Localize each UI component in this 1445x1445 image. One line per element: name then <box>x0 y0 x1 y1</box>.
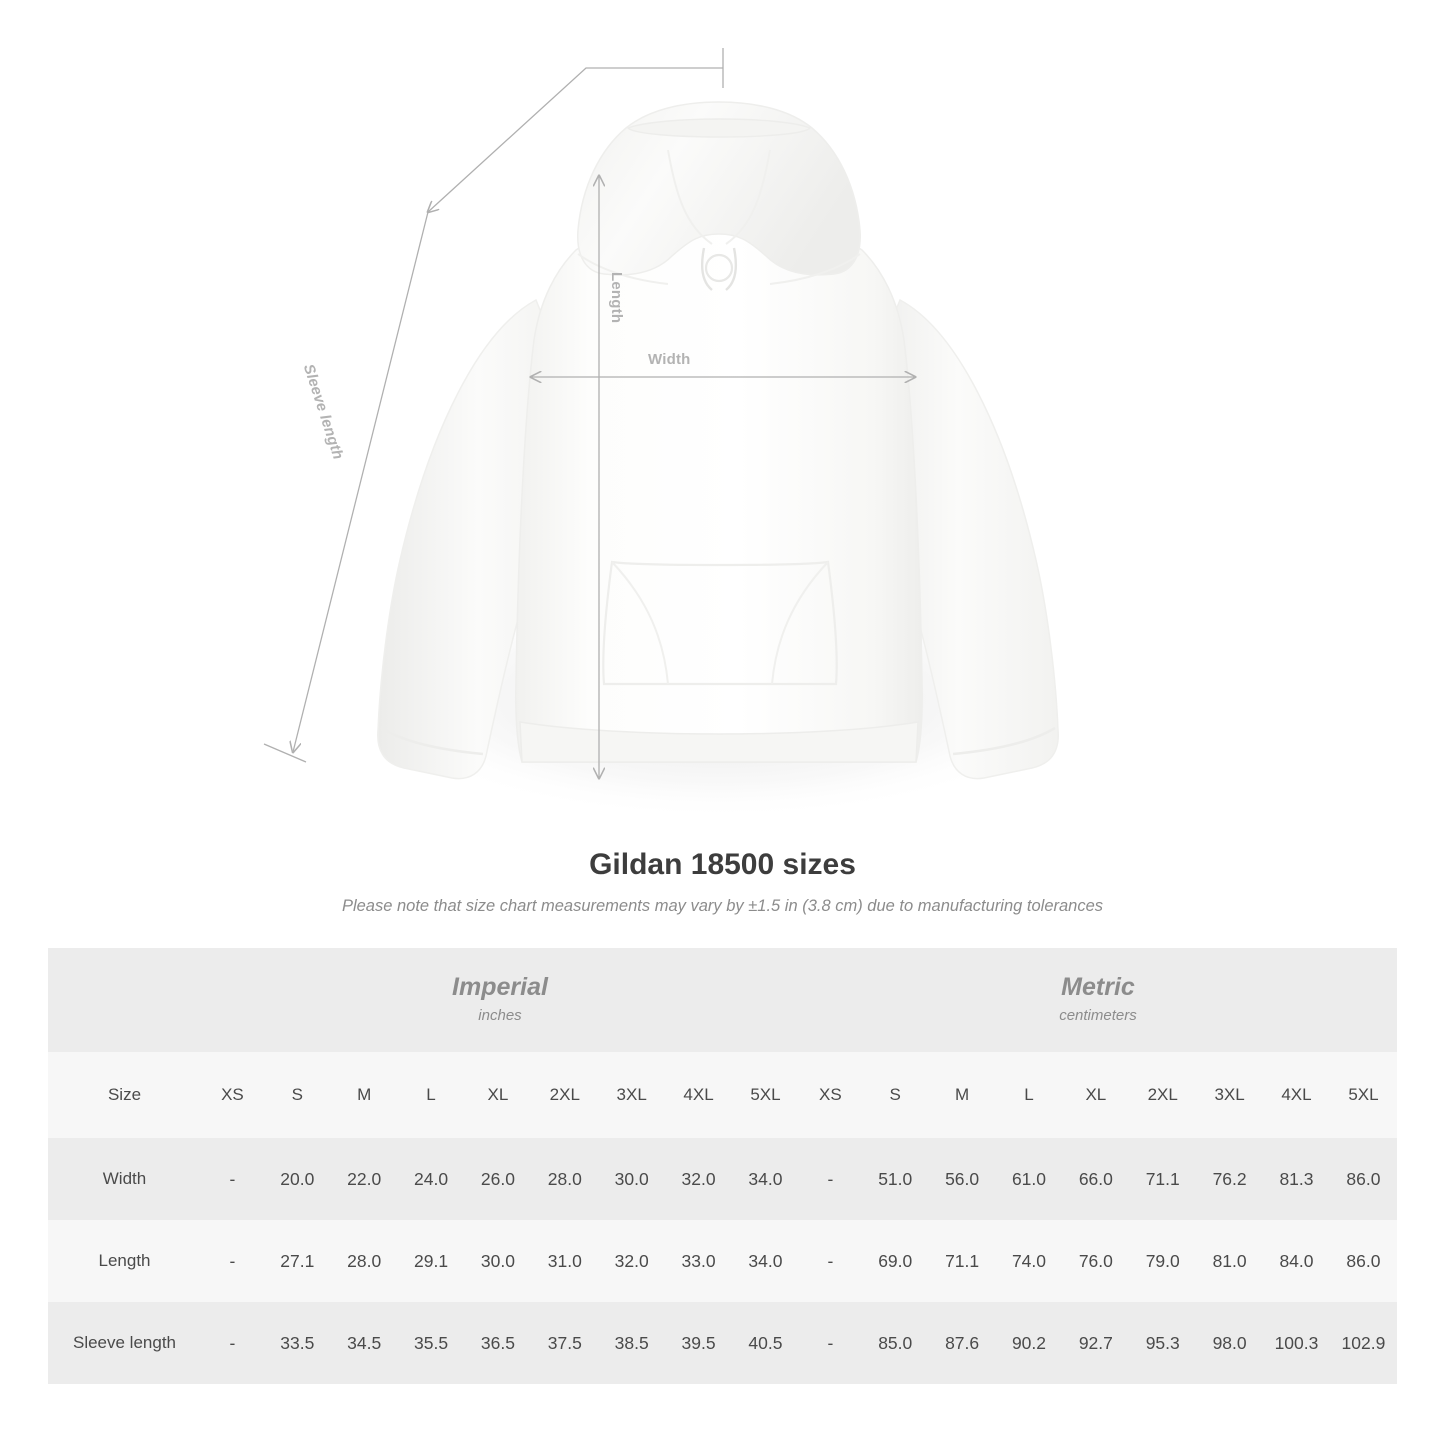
sleeve-metric-s: 85.0 <box>862 1302 929 1384</box>
width-metric-5xl: 86.0 <box>1330 1138 1397 1220</box>
length-metric-4xl: 84.0 <box>1263 1220 1330 1302</box>
row-label-length: Length <box>48 1220 201 1302</box>
length-metric-2xl: 79.0 <box>1129 1220 1196 1302</box>
length-imperial-l: 29.1 <box>398 1220 465 1302</box>
header-metric-4xl: 4XL <box>1263 1052 1330 1138</box>
sleeve-imperial-4xl: 39.5 <box>665 1302 732 1384</box>
length-metric-m: 71.1 <box>929 1220 996 1302</box>
sleeve-imperial-3xl: 38.5 <box>598 1302 665 1384</box>
header-size: Size <box>48 1052 201 1138</box>
sleeve-imperial-s: 33.5 <box>264 1302 331 1384</box>
length-metric-xl: 76.0 <box>1062 1220 1129 1302</box>
sleeve-imperial-m: 34.5 <box>331 1302 398 1384</box>
sleeve-imperial-2xl: 37.5 <box>531 1302 598 1384</box>
header-metric-s: S <box>862 1052 929 1138</box>
header-imperial-xs: XS <box>201 1052 264 1138</box>
length-metric-l: 74.0 <box>996 1220 1063 1302</box>
width-metric-xl: 66.0 <box>1062 1138 1129 1220</box>
unit-header-imperial <box>201 948 799 1052</box>
size-header-row <box>48 1052 1397 1138</box>
header-metric-xl: XL <box>1062 1052 1129 1138</box>
sleeve-metric-4xl: 100.3 <box>1263 1302 1330 1384</box>
length-metric-5xl: 86.0 <box>1330 1220 1397 1302</box>
width-imperial-l: 24.0 <box>398 1138 465 1220</box>
width-imperial-5xl: 34.0 <box>732 1138 799 1220</box>
width-imperial-3xl: 30.0 <box>598 1138 665 1220</box>
length-imperial-5xl: 34.0 <box>732 1220 799 1302</box>
imperial-sub: inches <box>478 1006 522 1024</box>
width-imperial-2xl: 28.0 <box>531 1138 598 1220</box>
sleeve-metric-m: 87.6 <box>929 1302 996 1384</box>
sleeve-metric-2xl: 95.3 <box>1129 1302 1196 1384</box>
width-metric-l: 61.0 <box>996 1138 1063 1220</box>
table-row <box>48 1220 1397 1302</box>
sleeve-metric-xl: 92.7 <box>1062 1302 1129 1384</box>
header-metric-xs: XS <box>799 1052 862 1138</box>
width-imperial-s: 20.0 <box>264 1138 331 1220</box>
length-dimension-label: Length <box>608 272 625 324</box>
sleeve-length-dimension-label: Sleeve length <box>299 362 347 462</box>
header-imperial-5xl: 5XL <box>732 1052 799 1138</box>
width-metric-4xl: 81.3 <box>1263 1138 1330 1220</box>
header-imperial-s: S <box>264 1052 331 1138</box>
measurement-note: Please note that size chart measurements may vary by ±1.5 in (3.8 cm) due to manufacturing tolerances <box>341 897 1104 915</box>
sleeve-metric-3xl: 98.0 <box>1196 1302 1263 1384</box>
sleeve-imperial-xs: - <box>201 1302 264 1384</box>
length-imperial-2xl: 31.0 <box>531 1220 598 1302</box>
length-metric-3xl: 81.0 <box>1196 1220 1263 1302</box>
header-imperial-m: M <box>331 1052 398 1138</box>
length-metric-xs: - <box>799 1220 862 1302</box>
width-imperial-xs: - <box>201 1138 264 1220</box>
header-imperial-xl: XL <box>464 1052 531 1138</box>
unit-header-row <box>48 948 1397 1052</box>
width-imperial-4xl: 32.0 <box>665 1138 732 1220</box>
page-title: Gildan 18500 sizes <box>589 848 856 881</box>
table-row <box>48 1138 1397 1220</box>
header-metric-5xl: 5XL <box>1330 1052 1397 1138</box>
header-imperial-2xl: 2XL <box>531 1052 598 1138</box>
header-imperial-l: L <box>398 1052 465 1138</box>
imperial-name: Imperial <box>452 973 548 1002</box>
metric-sub: centimeters <box>1059 1006 1137 1024</box>
length-imperial-s: 27.1 <box>264 1220 331 1302</box>
table-row <box>48 1302 1397 1384</box>
width-dimension-label: Width <box>648 351 691 368</box>
sleeve-metric-l: 90.2 <box>996 1302 1063 1384</box>
length-imperial-m: 28.0 <box>331 1220 398 1302</box>
width-metric-2xl: 71.1 <box>1129 1138 1196 1220</box>
length-imperial-3xl: 32.0 <box>598 1220 665 1302</box>
header-metric-l: L <box>996 1052 1063 1138</box>
header-metric-m: M <box>929 1052 996 1138</box>
width-metric-s: 51.0 <box>862 1138 929 1220</box>
metric-name: Metric <box>1061 973 1135 1002</box>
header-imperial-3xl: 3XL <box>598 1052 665 1138</box>
width-imperial-xl: 26.0 <box>464 1138 531 1220</box>
header-imperial-4xl: 4XL <box>665 1052 732 1138</box>
width-metric-m: 56.0 <box>929 1138 996 1220</box>
sleeve-imperial-5xl: 40.5 <box>732 1302 799 1384</box>
width-metric-xs: - <box>799 1138 862 1220</box>
row-label-width: Width <box>48 1138 201 1220</box>
sleeve-metric-5xl: 102.9 <box>1330 1302 1397 1384</box>
sleeve-imperial-xl: 36.5 <box>464 1302 531 1384</box>
unit-header-metric <box>799 948 1397 1052</box>
length-imperial-xs: - <box>201 1220 264 1302</box>
header-metric-3xl: 3XL <box>1196 1052 1263 1138</box>
length-metric-s: 69.0 <box>862 1220 929 1302</box>
width-imperial-m: 22.0 <box>331 1138 398 1220</box>
sleeve-metric-xs: - <box>799 1302 862 1384</box>
width-metric-3xl: 76.2 <box>1196 1138 1263 1220</box>
row-label-sleeve-length: Sleeve length <box>48 1302 201 1384</box>
size-chart-table <box>48 948 1397 1384</box>
header-metric-2xl: 2XL <box>1129 1052 1196 1138</box>
length-imperial-xl: 30.0 <box>464 1220 531 1302</box>
unit-header-spacer <box>48 948 201 1052</box>
length-imperial-4xl: 33.0 <box>665 1220 732 1302</box>
sleeve-imperial-l: 35.5 <box>398 1302 465 1384</box>
